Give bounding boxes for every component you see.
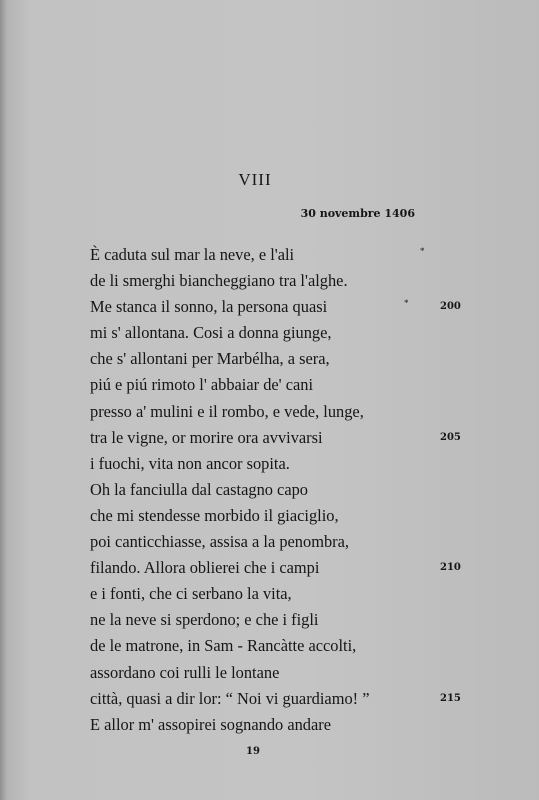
poem-line (90, 607, 510, 633)
poem-line (90, 660, 510, 686)
line-text: de li smerghi biancheggiano tra l'alghe. (90, 271, 348, 291)
poem-line (90, 242, 510, 268)
poem-line (90, 346, 510, 372)
line-text: assordano coi rulli le lontane (90, 662, 280, 682)
line-text: e i fonti, che ci serbano la vita, (90, 584, 292, 604)
poem-line (90, 529, 510, 555)
line-text: de le matrone, in Sam - Rancàtte accolti, (90, 636, 357, 656)
poem-line (90, 503, 510, 529)
line-text: Oh la fanciulla dal castagno capo (90, 479, 308, 499)
line-text: ne la neve si sperdono; e che i figli (90, 610, 319, 630)
line-text: che s' allontani per Marbélha, a sera, (90, 349, 330, 369)
poem-line (90, 320, 510, 346)
line-text: piú e piú rimoto l' abbaiar de' cani (90, 375, 314, 395)
poem-line (90, 477, 510, 503)
line-number: 215 (440, 692, 461, 704)
poem-line (90, 372, 510, 398)
line-number: 210 (440, 562, 461, 574)
poem-line (90, 686, 510, 712)
poem-line (90, 268, 510, 294)
poem-text (90, 242, 510, 738)
line-text: i fuochi, vita non ancor sopita. (90, 453, 290, 473)
poem-line (90, 451, 510, 477)
poem-line (90, 294, 510, 320)
poem-line (90, 555, 510, 581)
line-text: filando. Allora oblierei che i campi (90, 558, 320, 578)
line-text: E allor m' assopirei sognando andare (90, 714, 332, 734)
poem-line (90, 399, 510, 425)
margin-mark: * (404, 298, 409, 309)
margin-mark: * (420, 246, 425, 256)
line-number: 200 (440, 301, 461, 313)
chapter-title: VIII (238, 170, 272, 189)
page-number: 19 (246, 746, 260, 757)
line-text: Me stanca il sonno, la persona quasi (90, 297, 328, 317)
line-text: presso a' mulini e il rombo, e vede, lunge, (90, 401, 364, 421)
line-text: tra le vigne, or morire ora avvivarsi (90, 427, 323, 447)
line-number: 205 (440, 431, 461, 443)
poem-date: 30 novembre 1406 (300, 207, 415, 220)
poem-line (90, 712, 510, 738)
poem-line (90, 633, 510, 659)
line-text: È caduta sul mar la neve, e l'ali (90, 245, 295, 264)
line-text: mi s' allontana. Cosi a donna giunge, (90, 323, 332, 343)
line-text: città, quasi a dir lor: “ Noi vi guardiamo! ” (90, 688, 370, 708)
poem-line (90, 425, 510, 451)
poem-line (90, 581, 510, 607)
line-text: poi canticchiasse, assisa a la penombra, (90, 532, 349, 552)
line-text: che mi stendesse morbido il giaciglio, (90, 505, 339, 525)
